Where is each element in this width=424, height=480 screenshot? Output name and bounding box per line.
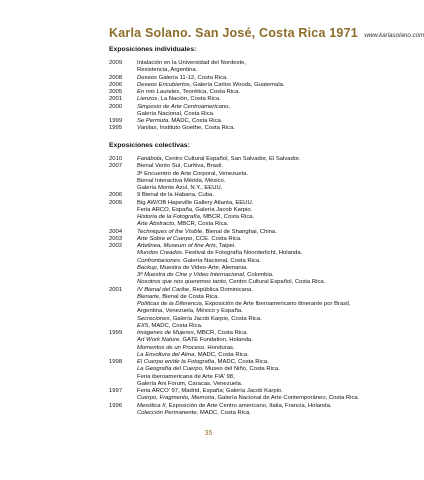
exhibition-year: 2009 [109,60,123,66]
exhibition-year [109,345,137,352]
exhibition-entry [109,236,409,243]
exhibition-title: Arte Abstracto [137,221,175,228]
exhibition-description [137,60,409,67]
exhibition-details: , Instituto Goethe, Costa Rica. [156,125,236,132]
exhibition-entry [109,316,409,323]
exhibition-year: 1998 [109,359,123,365]
exhibition-title: Mundos Creados [137,250,182,257]
exhibition-description [137,118,409,125]
exhibition-entry [109,192,409,199]
exhibition-description [137,96,409,103]
exhibition-description [137,163,409,170]
exhibition-details: Argentina, Venezuela, México y España. [137,308,243,315]
exhibition-title: La Geografía del Cuerpo [137,366,202,373]
exhibition-title: Se Permuta [137,118,169,124]
exhibition-entry [109,352,409,359]
exhibition-year [109,221,137,228]
exhibition-details: , Taipei. [215,243,236,249]
exhibition-details: . Festival de Fotografía Noorderlicht, Holanda. [181,250,303,257]
exhibition-title: La Envoltura del Alma [137,351,195,358]
exhibition-description [137,258,409,265]
exhibition-description [137,366,409,373]
exhibition-description [137,125,409,132]
exhibition-entry [109,75,409,82]
exhibition-description [137,229,409,236]
exhibition-title: Arte Sobre el Cuerpo [137,235,193,242]
exhibition-details: Galería Ani Forum, Caracas, Venezuela. [137,380,243,387]
exhibition-details: , Centro Cultural Español, San Salvador, El Salvador. [161,156,301,162]
exhibition-entry [109,82,409,89]
exhibition-details: , Galería Nacional de Arte Contemporáneo, Costa Rica. [214,395,360,402]
exhibition-description [137,316,409,323]
exhibition-year: 2002 [109,243,123,249]
exhibition-title: Nosotros que nos queremos tanto [137,279,226,286]
exhibition-year [109,381,137,388]
exhibition-entry [109,330,409,337]
exhibition-year: 2003 [109,235,123,242]
exhibition-entry [109,265,409,272]
exhibition-description [137,214,409,221]
exhibition-details: , La Nación, Costa Rica. [157,96,221,103]
exhibition-description [137,330,409,337]
exhibition-details: Feria ARCO, España, Galería Jacob Karpio. [137,206,253,213]
exhibition-entry [109,294,409,301]
exhibition-year [109,178,137,185]
exhibition-details: , Museo del Niño, Costa Rica. [201,366,280,373]
exhibition-details: , Honduras. [204,344,235,351]
exhibition-title: Cuerpo, Fragmento, Memoria [137,395,215,402]
exhibition-description [137,207,409,214]
exhibition-entry [109,403,409,410]
exhibition-title: Art Work Nature [137,337,180,344]
exhibition-entry [109,221,409,228]
exhibition-details: Galería 11-12, Costa Rica. [156,74,228,81]
exhibition-year: 2004 [109,228,123,235]
exhibition-year [109,214,137,221]
exhibition-details: Bienal Interactiva Mérida, México. [137,177,226,184]
exhibition-entry [109,118,409,125]
exhibition-year [109,294,137,301]
exhibition-entry [109,185,409,192]
exhibition-description [137,243,409,250]
exhibition-description [137,82,409,89]
exhibition-description [137,111,409,118]
exhibition-entry [109,272,409,279]
exhibition-entry [109,323,409,330]
exhibition-description [137,75,409,82]
exhibition-title: Imágenes de Mujeres [137,330,194,336]
exhibition-details: , MBCR, Costa Rica. [174,221,229,228]
exhibition-description [137,388,409,395]
exhibition-details: , MBCR, Costa Rica. [193,330,248,336]
exhibition-year: 1995 [109,125,123,132]
exhibition-details: , Centro Cultural Español, Costa Rica. [225,279,326,286]
exhibition-year [109,308,137,315]
exhibition-details: . Galería Nacional, Costa Rica. [179,257,261,264]
exhibition-details: 9 Bienal de la Habana, Cuba. [137,192,214,199]
exhibition-year [109,279,137,286]
exhibition-description [137,359,409,366]
exhibition-description [137,279,409,286]
exhibition-details: , MADC, Costa Rica. [194,351,249,358]
exhibition-entry [109,171,409,178]
exhibition-details: , MBCR, Costa Rica. [199,214,255,220]
exhibition-description [137,236,409,243]
exhibition-entry [109,359,409,366]
exhibition-year [109,316,137,323]
exhibition-year [109,67,137,74]
exhibition-details: , GATE Fundation, Holanda. [179,337,253,344]
exhibition-title: Fanábola [137,156,162,162]
exhibition-details: , Muestra de Video-Arte, Alemania. [156,264,248,271]
exhibition-details: , Bienal de Costa Rica. [158,293,219,300]
collective-exhibitions-heading: Exposiciones colectivas: [109,142,190,149]
exhibition-details: , MADC, Costa Rica. [196,409,251,416]
exhibition-title: Confrontaciones [137,257,180,264]
exhibition-description [137,104,409,111]
exhibition-description [137,374,409,381]
exhibition-title: Deseos [137,74,157,81]
exhibition-entry [109,89,409,96]
exhibition-description [137,89,409,96]
exhibition-year: 2010 [109,156,123,162]
exhibition-year: 2005 [109,199,123,206]
exhibition-details: Galería Nacional, Costa Rica. [137,110,215,117]
exhibition-entry [109,104,409,111]
exhibition-title: Bienarte [137,293,159,300]
exhibition-title: Vanitas [137,125,157,132]
exhibition-details: , Colombia. [243,272,274,278]
exhibition-entry [109,111,409,118]
exhibition-entry [109,200,409,207]
exhibition-entry [109,388,409,395]
exhibition-description [137,337,409,344]
exhibition-entry [109,381,409,388]
exhibition-title: 3ª Muestra de Cine y Video Internacional [137,272,244,278]
exhibition-details: Intalación en la Universidad del Nordeste, [137,60,247,66]
exhibition-year: 2006 [109,81,123,88]
exhibition-title: Artelinea, Museum of fine Arts [137,243,216,249]
exhibition-entry [109,395,409,402]
exhibition-description [137,265,409,272]
exhibition-details: , Exposición de Arte Centro americano, Italia, Francia, Holanda. [165,402,332,409]
exhibition-entry [109,287,409,294]
exhibition-description [137,345,409,352]
exhibition-title: IV Bienal del Caribe [137,286,190,293]
exhibition-year: 2001 [109,96,123,103]
exhibition-description [137,395,409,402]
exhibition-title: Mesótica II [137,402,166,409]
exhibition-year: 1996 [109,402,123,409]
exhibition-description [137,294,409,301]
exhibition-year [109,185,137,192]
exhibition-details: , Exposición de Arte Iberoamericano itinerante por Brasil, [201,301,351,307]
exhibition-details: , MADC, Costa Rica. [148,322,203,329]
exhibition-year [109,337,137,344]
exhibition-description [137,323,409,330]
exhibition-description [137,178,409,185]
artist-name-title: Karla Solano. San José, Costa Rica 1971 [109,26,358,40]
exhibition-year: 2008 [109,74,123,81]
exhibition-title: El Cuerpo en/de la Fotografía [137,359,215,365]
exhibition-details: 3ª Encuentro de Arte Corporal, Venezuela. [137,170,248,177]
exhibition-details: , República Dominicana. [189,286,253,293]
exhibition-description [137,308,409,315]
exhibition-year [109,410,137,417]
exhibition-description [137,171,409,178]
exhibition-title: Momentos de un Proceso [137,344,205,351]
exhibition-year [109,258,137,265]
exhibition-entry [109,337,409,344]
exhibition-description [137,381,409,388]
exhibition-details: , Bienal de Shanghai, China. [202,228,277,235]
exhibition-year [109,301,137,308]
exhibition-year [109,395,137,402]
exhibition-entry [109,229,409,236]
exhibition-description [137,301,409,308]
exhibition-entry [109,301,409,308]
exhibition-entry [109,345,409,352]
exhibition-details: , Teorética, Costa Rica. [179,89,241,95]
exhibition-title: Historia de la Fotografía [137,214,200,220]
exhibition-description [137,200,409,207]
exhibition-title: EX5 [137,322,149,329]
exhibition-entry [109,60,409,67]
exhibition-year: 2001 [109,286,123,293]
exhibition-entry [109,178,409,185]
exhibition-description [137,156,409,163]
exhibition-title: Lienzos [137,96,158,103]
exhibition-details: , Galería Carlos Woods, Guatemala. [189,81,285,88]
exhibition-title: En mis Laureles [137,89,180,95]
exhibition-description [137,250,409,257]
exhibition-details: Big AW/OB Hapeville Gallery Atlanta, EEUU. [137,199,254,206]
exhibition-details: , CCE. Costa Rica. [192,235,242,242]
exhibition-description [137,221,409,228]
exhibition-entry [109,366,409,373]
exhibition-year [109,366,137,373]
exhibition-details: , Galería Jacob Karpio, Costa Rica. [169,315,262,322]
exhibition-description [137,67,409,74]
exhibition-year: 2005 [109,89,123,95]
exhibition-year: 2007 [109,163,123,170]
exhibition-title: Secreciones [137,315,170,322]
exhibition-entry [109,279,409,286]
exhibition-year: 1997 [109,388,123,394]
exhibition-title: Techniques of the Visible [137,228,203,235]
exhibition-year: 2000 [109,103,123,110]
exhibition-title: Backup [137,264,157,271]
collective-exhibitions-list [109,156,409,417]
exhibition-entry [109,308,409,315]
exhibition-title: Políticas de la Diferencia [137,301,202,307]
exhibition-entry [109,410,409,417]
exhibition-details: Feria ARCO' 97, Madrid, España; Galería Jacob Karpio. [137,388,283,394]
exhibition-entry [109,258,409,265]
exhibition-description [137,352,409,359]
exhibition-year [109,374,137,381]
exhibition-description [137,410,409,417]
page-header [109,24,424,42]
exhibition-description [137,403,409,410]
exhibition-year [109,352,137,359]
exhibition-details: , MADC, Costa Rica. [214,359,269,365]
exhibition-year: 2006 [109,192,123,199]
exhibition-details: Bienal Vento Sul, Curitiva, Brasil. [137,163,224,170]
exhibition-details: , MADC, Costa Rica. [168,118,223,124]
exhibition-year [109,111,137,118]
exhibition-entry [109,207,409,214]
exhibition-details: Galería Monte Azul, N.Y., EEUU. [137,185,223,191]
exhibition-description [137,185,409,192]
exhibition-year [109,250,137,257]
exhibition-title: Simposio de Arte Centroamericano, [137,103,231,110]
exhibition-details: Feria iberoamericana de Arte FIA' 98, [137,373,235,380]
exhibition-description [137,272,409,279]
exhibition-year [109,265,137,272]
exhibition-entry [109,163,409,170]
individual-exhibitions-list [109,60,409,133]
exhibition-year [109,272,137,279]
exhibition-year [109,323,137,330]
exhibition-entry [109,243,409,250]
exhibition-entry [109,96,409,103]
exhibition-title: Colección Permanente [137,409,197,416]
exhibition-year: 1999 [109,330,123,336]
exhibition-entry [109,67,409,74]
website-url: www.karlasolano.com [364,32,424,39]
exhibition-entry [109,374,409,381]
exhibition-entry [109,250,409,257]
exhibition-description [137,287,409,294]
exhibition-year [109,207,137,214]
exhibition-year: 1999 [109,118,123,124]
exhibition-entry [109,214,409,221]
exhibition-entry [109,156,409,163]
page-number: 35 [204,430,213,437]
exhibition-title: Deseos Encubiertos [137,81,190,88]
exhibition-description [137,192,409,199]
exhibition-details: Resistencia, Argentina. [137,67,198,74]
individual-exhibitions-heading: Exposiciones individuales: [109,46,197,53]
exhibition-entry [109,125,409,132]
exhibition-year [109,171,137,178]
